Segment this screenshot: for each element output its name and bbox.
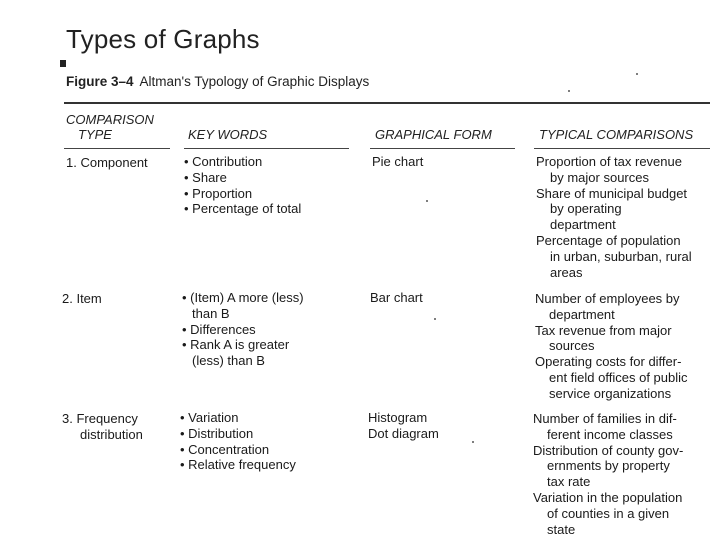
row-3-type-line: distribution [80, 426, 143, 442]
comparison-line: Operating costs for differ- [535, 354, 682, 370]
slide-title: Types of Graphs [66, 24, 260, 54]
figure-number: Figure 3–4 [66, 74, 134, 89]
comparison-line: state [547, 521, 576, 537]
header-comparison-type [66, 112, 154, 142]
scan-speck [426, 200, 428, 202]
comparison-line: of counties in a given [547, 505, 670, 521]
row-1-comparisons [536, 154, 692, 280]
row-2-graphical-form [370, 290, 423, 306]
header-key-words: KEY WORDS [188, 127, 268, 142]
comparison-line: Number of families in dif- [533, 411, 677, 426]
keyword-item: • Proportion [184, 185, 253, 201]
comparison-line: Variation in the population [533, 489, 683, 505]
comparison-line: ferent income classes [547, 426, 673, 442]
row-1-type-line: 1. Component [66, 155, 148, 170]
graphical-form-item: Dot diagram [368, 425, 439, 441]
keyword-item: • Relative frequency [180, 457, 296, 473]
row-3-comparisons [533, 411, 683, 537]
row-2-type-line: 2. Item [62, 291, 102, 306]
row-3-key-words [180, 410, 296, 473]
keyword-item: • (Item) A more (less) [182, 290, 304, 305]
row-1-graphical-form [372, 154, 423, 170]
comparison-line: areas [550, 264, 583, 280]
graphical-form-item: Bar chart [370, 290, 423, 305]
header-graphical-form: GRAPHICAL FORM [375, 127, 492, 142]
row-2-comparisons [535, 291, 688, 402]
header-underline-comparisons [534, 148, 710, 149]
scan-speck [434, 318, 436, 320]
comparison-line: department [550, 217, 616, 233]
comparison-line: department [549, 306, 615, 322]
keyword-item: • Percentage of total [184, 201, 302, 217]
keyword-item: (less) than B [192, 353, 265, 369]
header-typical-comparisons: TYPICAL COMPARISONS [539, 127, 694, 142]
scan-speck [636, 73, 638, 75]
comparison-line: ernments by property [547, 458, 670, 474]
comparison-line: tax rate [547, 474, 591, 490]
comparison-line: in urban, suburban, rural [550, 248, 692, 264]
graphical-form-item: Pie chart [372, 154, 424, 169]
header-comparison-line2: TYPE [78, 127, 112, 142]
keyword-item: • Differences [182, 321, 256, 337]
row-3-type [62, 411, 143, 443]
comparison-line: Number of employees by [535, 291, 680, 306]
keyword-item: • Variation [180, 410, 239, 425]
comparison-line: Tax revenue from major [535, 322, 672, 338]
row-1-type [66, 155, 148, 171]
figure-caption-text: Altman's Typology of Graphic Displays [139, 74, 370, 89]
header-comparison-line1: COMPARISON [66, 112, 154, 127]
scan-speck [472, 441, 474, 443]
row-3-type-line: 3. Frequency [62, 411, 138, 426]
comparison-line: Distribution of county gov- [533, 442, 684, 458]
bullet-marker [60, 60, 66, 67]
keyword-item: • Share [184, 169, 227, 185]
comparison-line: by major sources [550, 169, 649, 185]
header-underline-keywords [184, 148, 349, 149]
keyword-item: • Distribution [180, 425, 254, 441]
header-underline-form [370, 148, 515, 149]
row-1-key-words [184, 154, 301, 217]
keyword-item: than B [192, 305, 230, 321]
row-3-graphical-form [368, 410, 439, 442]
keyword-item: • Contribution [184, 154, 263, 169]
figure-caption [66, 74, 369, 89]
scan-speck [568, 90, 570, 92]
comparison-line: by operating [550, 201, 622, 217]
row-2-key-words [182, 290, 304, 369]
header-underline-type [64, 148, 170, 149]
keyword-item: • Rank A is greater [182, 337, 290, 353]
table-top-rule [64, 102, 710, 104]
comparison-line: Percentage of population [536, 232, 681, 248]
comparison-line: ent field offices of public [549, 369, 688, 385]
keyword-item: • Concentration [180, 441, 270, 457]
comparison-line: Share of municipal budget [536, 185, 688, 201]
comparison-line: sources [549, 338, 595, 354]
comparison-line: service organizations [549, 385, 672, 401]
row-2-type [62, 291, 102, 307]
graphical-form-item: Histogram [368, 410, 428, 425]
comparison-line: Proportion of tax revenue [536, 154, 682, 169]
